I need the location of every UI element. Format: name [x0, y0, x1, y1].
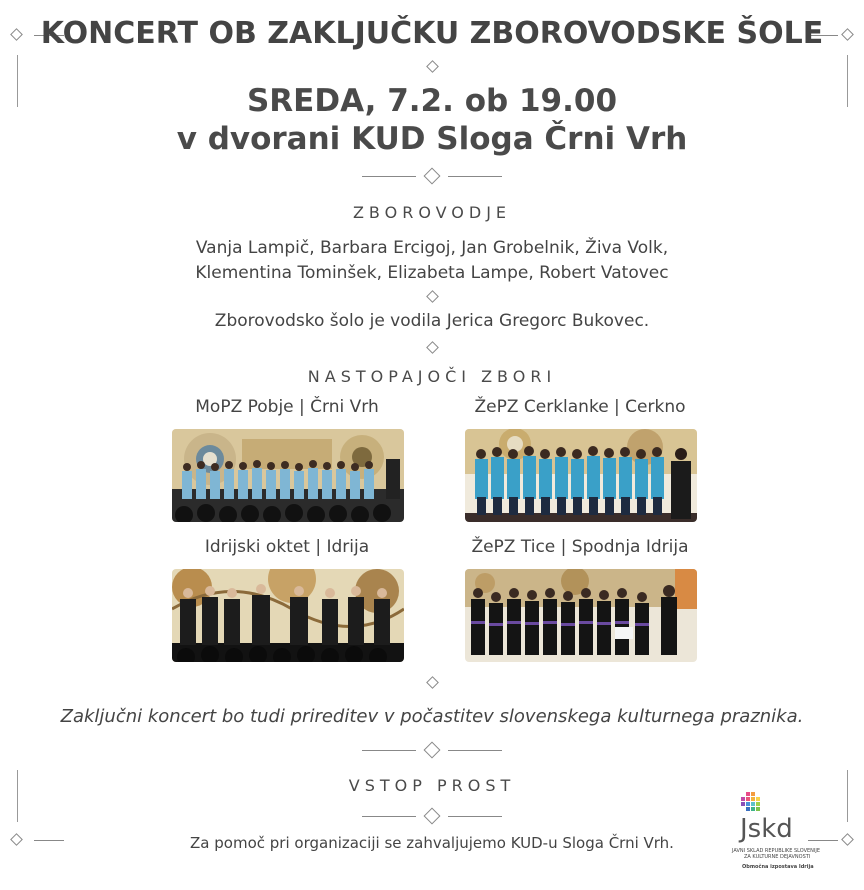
conductors-heading: ZBOROVODJE — [352, 203, 512, 222]
choir-name: ŽePZ Tice | Spodnja Idrija — [471, 537, 689, 557]
school-note: Zborovodsko šolo je vodila Jerica Gregorc Bukovec. — [214, 311, 650, 331]
divider-line-right — [448, 816, 502, 817]
event-venue: v dvorani KUD Sloga Črni Vrh — [176, 121, 688, 157]
divider-diamond — [424, 808, 441, 825]
divider-diamond — [426, 290, 439, 303]
page-title: KONCERT OB ZAKLJUČKU ZBOROVODSKE ŠOLE — [40, 16, 824, 51]
logo-subtitle-line-1: JAVNI SKLAD REPUBLIKE SLOVENIJE — [732, 848, 821, 854]
event-date: SREDA, 7.2. ob 19.00 — [246, 83, 618, 119]
divider-line-right — [448, 750, 502, 751]
logo-name: Jskd — [740, 814, 793, 844]
divider-diamond — [424, 168, 441, 185]
choir-name: MoPZ Pobje | Črni Vrh — [195, 397, 379, 417]
choir-photo-tice — [465, 569, 697, 662]
entry-note: VSTOP PROST — [348, 776, 516, 795]
choir-name: Idrijski oktet | Idrija — [204, 537, 370, 557]
divider-line-left — [362, 816, 416, 817]
thanks-note: Za pomoč pri organizaciji se zahvaljujemo KUD-u Sloga Črni Vrh. — [190, 834, 674, 852]
logo-subtitle-line-2: ZA KULTURNE DEJAVNOSTI — [744, 854, 811, 860]
divider-diamond — [426, 60, 439, 73]
jskd-logo — [728, 792, 824, 876]
choirs-heading: NASTOPAJOČI ZBORI — [307, 367, 557, 386]
choir-photo-idrijski-oktet — [172, 569, 404, 662]
divider-line-right — [448, 176, 502, 177]
divider-line-left — [362, 750, 416, 751]
choir-photo-cerklanke — [465, 429, 697, 522]
divider-line-left — [362, 176, 416, 177]
choir-photo-pobje — [172, 429, 404, 522]
conductors-line-2: Klementina Tominšek, Elizabeta Lampe, Robert Vatovec — [195, 263, 669, 283]
choir-name: ŽePZ Cerklanke | Cerkno — [474, 397, 686, 417]
divider-diamond — [426, 341, 439, 354]
conductors-line-1: Vanja Lampič, Barbara Ercigoj, Jan Grobelnik, Živa Volk, — [195, 238, 669, 258]
divider-diamond — [424, 742, 441, 759]
logo-subtitle — [732, 848, 822, 860]
concert-note: Zaključni koncert bo tudi prireditev v počastitev slovenskega kulturnega praznika. — [60, 706, 804, 727]
divider-diamond — [426, 676, 439, 689]
logo-branch: Območna izpostava Idrija — [742, 864, 814, 870]
